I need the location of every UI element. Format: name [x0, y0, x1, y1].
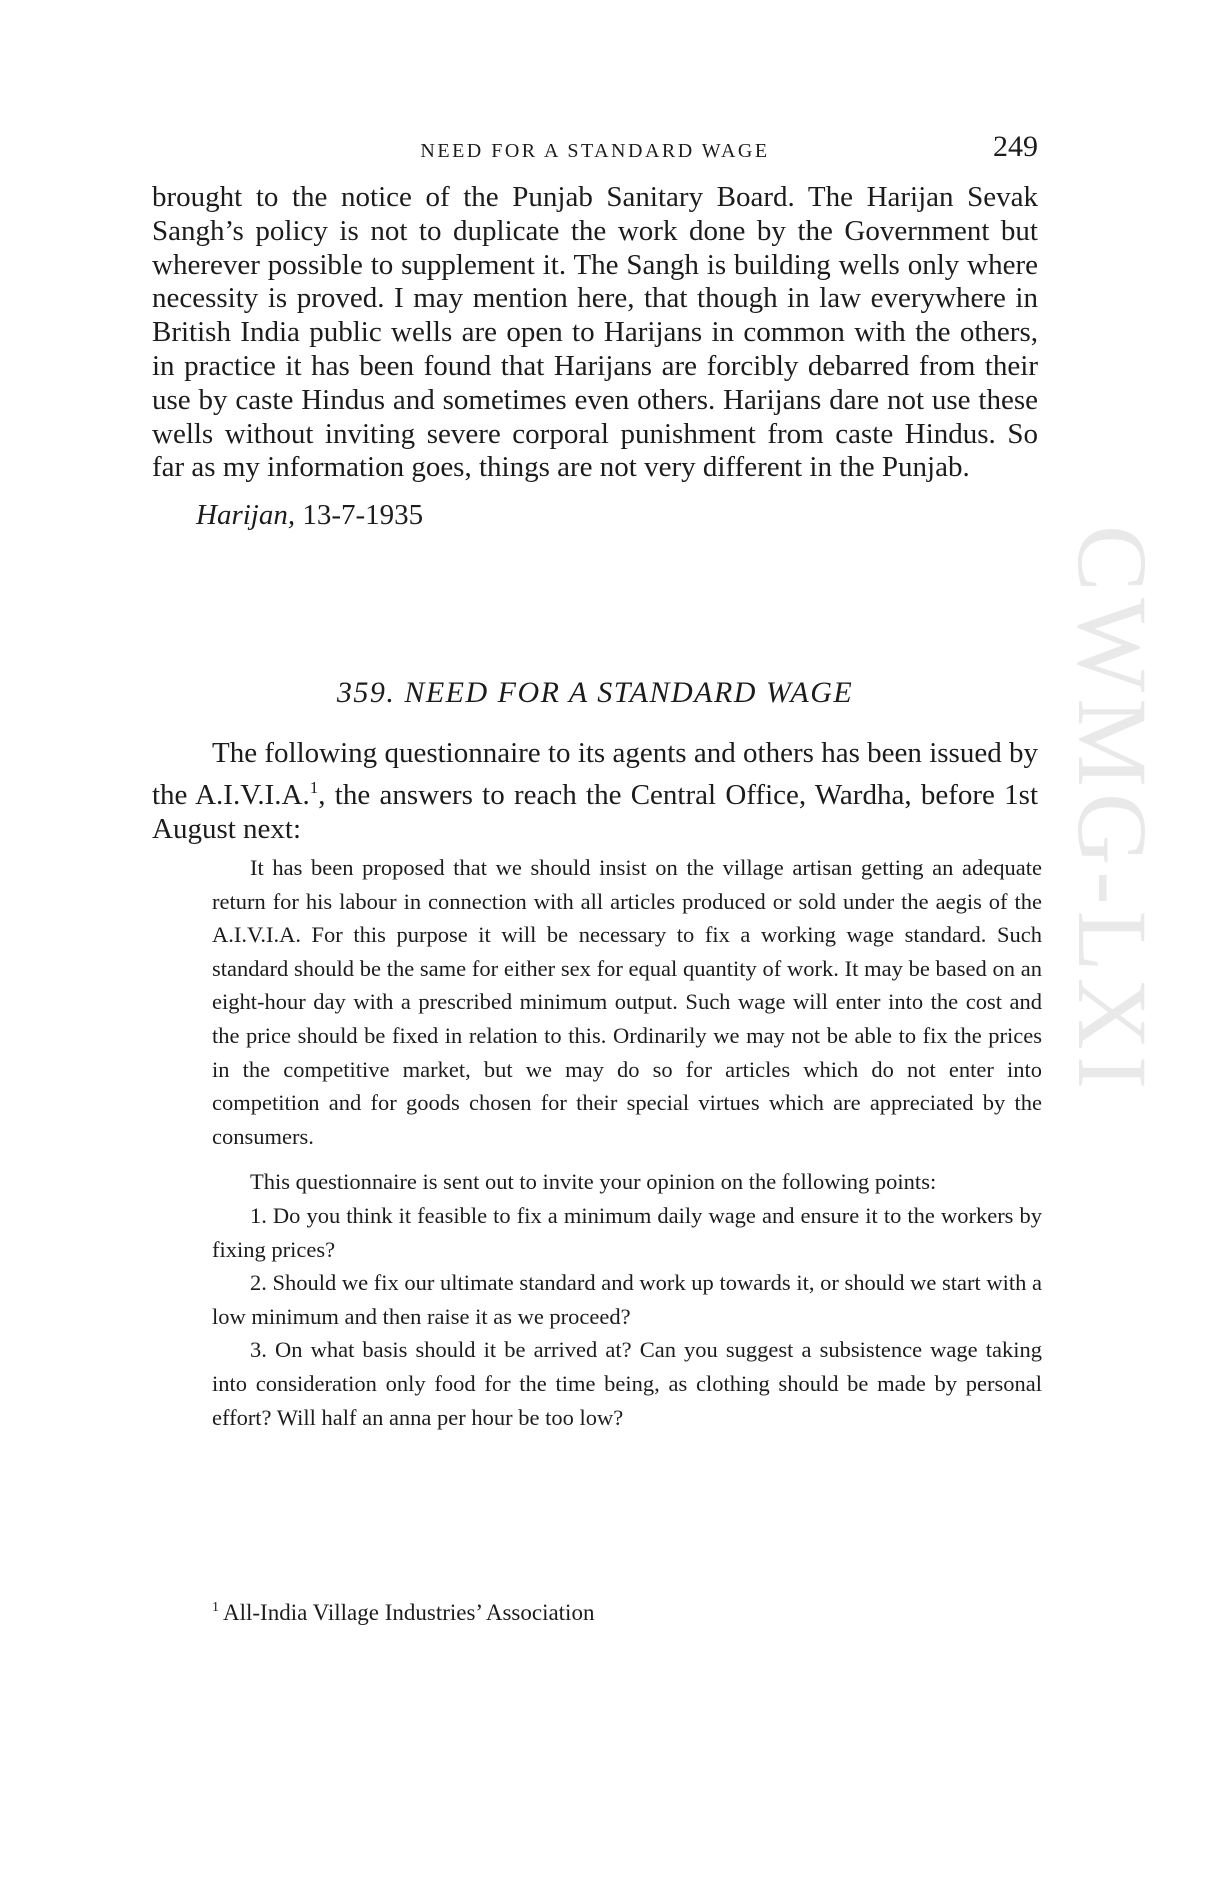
section-heading: 359. NEED FOR A STANDARD WAGE	[336, 676, 854, 709]
quoted-paragraph: It has been proposed that we should insist on the village artisan getting an adequate return for his labour in connection with all articles produced or sold under the aegis of the A.I.V.I.A. For this purpose it will be necessary to fix a working wage standard. Such standard should be the same for either sex for equal quantity of work. It may be based on an eight-hour day with a prescribed minimum output. Such wage will enter into the cost and the price should be fixed in relation to this. Ordinarily we may not be able to fix the prices in the competitive market, but we may do so for articles which do not enter into competition and for goods chosen for their special virtues which are appreciated by the consumers.	[212, 855, 1042, 1149]
continuation-paragraph: brought to the notice of the Punjab Sanitary Board. The Harijan Sevak Sangh’s policy is not to duplicate the work done by the Government but wherever possible to supplement it. The Sangh is building wells only where necessity is proved. I may mention here, that though in law everywhere in British India public wells are open to Harijans in common with the others, in practice it has been found that Harijans are forcibly debarred from their use by caste Hindus and sometimes even others. Harijans dare not use these wells without inviting severe corporal punishment from caste Hindus. So far as my information goes, things are not very different in the Punjab.	[152, 181, 1038, 484]
intro-paragraph	[152, 737, 1038, 846]
intro-text-after: , the answers to reach the Central Office, Wardha, before 1st August next:	[152, 778, 1039, 845]
questionnaire-lead: This questionnaire is sent out to invite your opinion on the following points:	[250, 1169, 937, 1195]
citation	[152, 499, 1038, 532]
citation-date: 13-7-1935	[302, 499, 424, 532]
continuation-block	[152, 181, 1038, 532]
running-head	[152, 130, 1038, 176]
footnote-text: All-India Village Industries’ Association	[223, 1600, 595, 1625]
footnote-marker: 1	[212, 1600, 219, 1615]
page-number: 249	[993, 130, 1038, 163]
quoted-block	[212, 851, 1042, 1434]
footnote-reference: 1	[309, 777, 319, 797]
intro-text-before: The following questionnaire to its agents and others has been issued by the A.I.V.I.A.	[152, 737, 1038, 811]
footnote	[212, 1600, 594, 1626]
question-item: 1. Do you think it feasible to fix a minimum daily wage and ensure it to the workers by fixing prices?	[212, 1202, 1042, 1262]
intro-block	[152, 737, 1038, 846]
question-item: 2. Should we fix our ultimate standard and work up towards it, or should we start with a low minimum and then raise it as we proceed?	[212, 1270, 1042, 1329]
watermark: CWMG-LXI	[1057, 525, 1168, 1096]
question-item: 3. On what basis should it be arrived at? Can you suggest a subsistence wage taking into consideration only food for the time being, as clothing should be made by personal effort? Will half an anna per hour be too low?	[212, 1337, 1042, 1430]
running-title: NEED FOR A STANDARD WAGE	[420, 140, 770, 162]
citation-source: Harijan,	[196, 499, 296, 532]
